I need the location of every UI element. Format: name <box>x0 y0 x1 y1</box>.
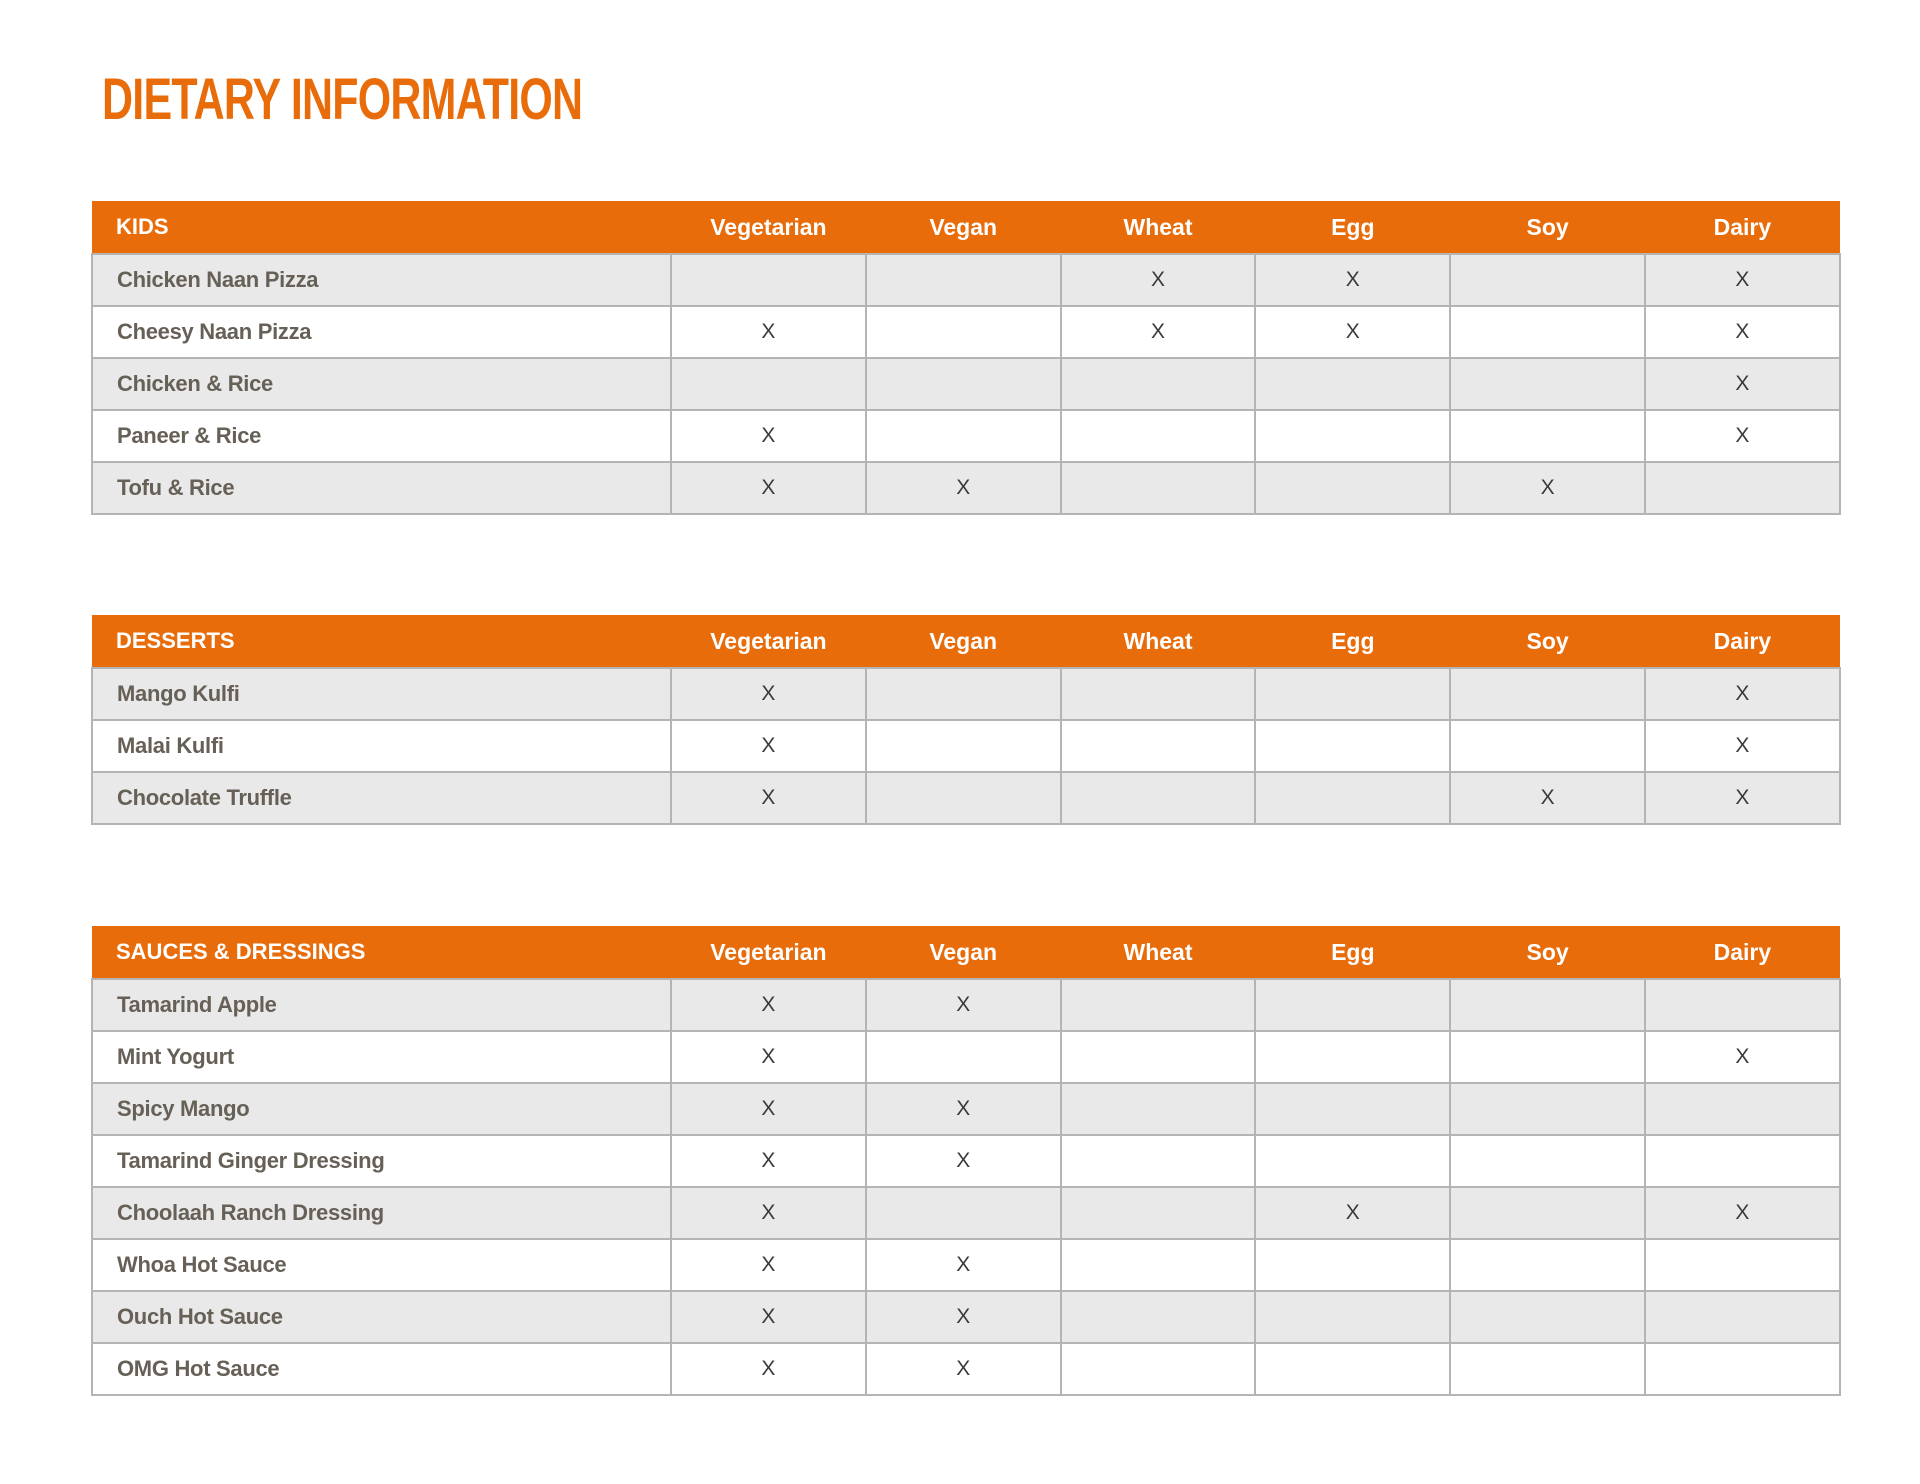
check-mark: X <box>1735 268 1750 291</box>
diet-flag-cell <box>1450 720 1645 772</box>
diet-flag-cell <box>866 1239 1061 1291</box>
diet-flag-cell <box>1061 410 1256 462</box>
table-row <box>92 1291 1840 1343</box>
diet-flag-cell <box>1645 772 1840 824</box>
diet-flag-cell <box>1645 410 1840 462</box>
column-header: Wheat <box>1123 938 1193 965</box>
diet-flag-cell <box>1255 979 1450 1031</box>
item-name: Spicy Mango <box>92 1083 671 1135</box>
diet-flag-cell <box>1645 358 1840 410</box>
diet-flag-cell <box>866 979 1061 1031</box>
diet-flag-cell <box>1645 720 1840 772</box>
diet-flag-cell <box>1645 306 1840 358</box>
diet-flag-cell <box>866 1187 1061 1239</box>
section-table <box>91 615 1841 825</box>
diet-flag-cell <box>1645 1187 1840 1239</box>
diet-flag-cell <box>1645 1083 1840 1135</box>
check-mark: X <box>956 1149 971 1172</box>
check-mark: X <box>956 1305 971 1328</box>
table-row <box>92 462 1840 514</box>
diet-flag-cell <box>866 462 1061 514</box>
diet-flag-cell <box>866 1291 1061 1343</box>
diet-flag-cell <box>1450 1187 1645 1239</box>
page-title: DIETARY INFORMATION <box>102 67 583 132</box>
diet-flag-cell <box>671 1187 866 1239</box>
check-mark: X <box>761 1045 776 1068</box>
table-row <box>92 668 1840 720</box>
item-name: Malai Kulfi <box>92 720 671 772</box>
header-row <box>92 201 1840 254</box>
diet-flag-cell <box>1255 306 1450 358</box>
check-mark: X <box>1735 682 1750 705</box>
check-mark: X <box>761 1097 776 1120</box>
item-name: Tofu & Rice <box>92 462 671 514</box>
diet-flag-cell <box>671 668 866 720</box>
column-header: Dairy <box>1713 938 1772 965</box>
diet-flag-cell <box>671 462 866 514</box>
diet-flag-cell <box>1061 772 1256 824</box>
item-name: Cheesy Naan Pizza <box>92 306 671 358</box>
item-name: OMG Hot Sauce <box>92 1343 671 1395</box>
check-mark: X <box>761 476 776 499</box>
check-mark: X <box>761 786 776 809</box>
check-mark: X <box>1540 476 1555 499</box>
diet-flag-cell <box>671 1031 866 1083</box>
section-table <box>91 201 1841 515</box>
check-mark: X <box>761 320 776 343</box>
check-mark: X <box>956 476 971 499</box>
check-mark: X <box>1735 734 1750 757</box>
diet-flag-cell <box>1645 668 1840 720</box>
diet-flag-cell <box>671 1343 866 1395</box>
section-heading: KIDS <box>116 214 169 239</box>
diet-flag-cell <box>1255 254 1450 306</box>
diet-flag-cell <box>1255 1343 1450 1395</box>
item-name: Paneer & Rice <box>92 410 671 462</box>
check-mark: X <box>1735 320 1750 343</box>
diet-flag-cell <box>1645 1135 1840 1187</box>
diet-flag-cell <box>671 358 866 410</box>
diet-flag-cell <box>1061 306 1256 358</box>
table-row <box>92 254 1840 306</box>
check-mark: X <box>1150 268 1165 291</box>
table-row <box>92 1187 1840 1239</box>
check-mark: X <box>1735 786 1750 809</box>
diet-flag-cell <box>866 720 1061 772</box>
column-header: Wheat <box>1123 213 1193 240</box>
table-row <box>92 979 1840 1031</box>
check-mark: X <box>1735 1045 1750 1068</box>
table-row <box>92 1343 1840 1395</box>
diet-flag-cell <box>671 1291 866 1343</box>
diet-flag-cell <box>866 1083 1061 1135</box>
column-header: Egg <box>1331 213 1375 240</box>
diet-flag-cell <box>1450 668 1645 720</box>
check-mark: X <box>761 734 776 757</box>
check-mark: X <box>1735 1201 1750 1224</box>
diet-flag-cell <box>671 1135 866 1187</box>
check-mark: X <box>956 1253 971 1276</box>
column-header: Vegetarian <box>710 213 827 240</box>
diet-flag-cell <box>1450 1031 1645 1083</box>
column-header: Soy <box>1526 938 1569 965</box>
diet-flag-cell <box>866 668 1061 720</box>
diet-flag-cell <box>1061 358 1256 410</box>
item-name: Choolaah Ranch Dressing <box>92 1187 671 1239</box>
diet-flag-cell <box>1255 1031 1450 1083</box>
table-row <box>92 1083 1840 1135</box>
diet-flag-cell <box>1450 358 1645 410</box>
diet-flag-cell <box>1061 254 1256 306</box>
diet-flag-cell <box>1061 1083 1256 1135</box>
check-mark: X <box>1735 372 1750 395</box>
diet-flag-cell <box>671 772 866 824</box>
diet-flag-cell <box>1645 254 1840 306</box>
table-row <box>92 1031 1840 1083</box>
check-mark: X <box>761 1201 776 1224</box>
diet-flag-cell <box>1450 254 1645 306</box>
check-mark: X <box>1345 268 1360 291</box>
section-heading: DESSERTS <box>116 628 235 653</box>
diet-flag-cell <box>1450 979 1645 1031</box>
section-table <box>91 926 1841 1396</box>
item-name: Mint Yogurt <box>92 1031 671 1083</box>
table-row <box>92 410 1840 462</box>
diet-flag-cell <box>1061 720 1256 772</box>
diet-flag-cell <box>1255 462 1450 514</box>
diet-flag-cell <box>671 410 866 462</box>
item-name: Mango Kulfi <box>92 668 671 720</box>
column-header: Vegan <box>929 213 998 240</box>
diet-flag-cell <box>1061 1291 1256 1343</box>
diet-flag-cell <box>1255 720 1450 772</box>
check-mark: X <box>761 993 776 1016</box>
diet-flag-cell <box>1645 1291 1840 1343</box>
table-row <box>92 772 1840 824</box>
column-header: Vegan <box>929 938 998 965</box>
header-row <box>92 615 1840 668</box>
diet-flag-cell <box>1645 462 1840 514</box>
check-mark: X <box>1150 320 1165 343</box>
diet-flag-cell <box>1450 1239 1645 1291</box>
diet-flag-cell <box>1645 1239 1840 1291</box>
diet-flag-cell <box>866 772 1061 824</box>
column-header: Wheat <box>1123 627 1193 654</box>
check-mark: X <box>761 1149 776 1172</box>
column-header: Soy <box>1526 627 1569 654</box>
diet-flag-cell <box>1450 410 1645 462</box>
column-header: Vegetarian <box>710 938 827 965</box>
table-row <box>92 358 1840 410</box>
diet-flag-cell <box>1061 1343 1256 1395</box>
item-name: Chocolate Truffle <box>92 772 671 824</box>
column-header: Egg <box>1331 627 1375 654</box>
item-name: Chicken & Rice <box>92 358 671 410</box>
diet-flag-cell <box>1255 410 1450 462</box>
check-mark: X <box>956 993 971 1016</box>
diet-flag-cell <box>1645 1343 1840 1395</box>
check-mark: X <box>761 1253 776 1276</box>
item-name: Tamarind Ginger Dressing <box>92 1135 671 1187</box>
diet-flag-cell <box>1450 462 1645 514</box>
diet-flag-cell <box>1061 462 1256 514</box>
diet-flag-cell <box>1255 668 1450 720</box>
diet-flag-cell <box>1061 1031 1256 1083</box>
column-header: Vegan <box>929 627 998 654</box>
diet-flag-cell <box>866 306 1061 358</box>
diet-flag-cell <box>671 1239 866 1291</box>
diet-flag-cell <box>1255 772 1450 824</box>
table-row <box>92 306 1840 358</box>
item-name: Whoa Hot Sauce <box>92 1239 671 1291</box>
check-mark: X <box>761 1357 776 1380</box>
table-row <box>92 1239 1840 1291</box>
diet-flag-cell <box>1061 1187 1256 1239</box>
diet-flag-cell <box>866 410 1061 462</box>
diet-flag-cell <box>866 254 1061 306</box>
diet-flag-cell <box>671 254 866 306</box>
diet-flag-cell <box>866 1135 1061 1187</box>
item-name: Ouch Hot Sauce <box>92 1291 671 1343</box>
diet-flag-cell <box>1645 1031 1840 1083</box>
check-mark: X <box>1345 1201 1360 1224</box>
column-header: Dairy <box>1713 213 1772 240</box>
column-header: Vegetarian <box>710 627 827 654</box>
diet-flag-cell <box>1061 668 1256 720</box>
column-header: Dairy <box>1713 627 1772 654</box>
column-header: Soy <box>1526 213 1569 240</box>
check-mark: X <box>1345 320 1360 343</box>
diet-flag-cell <box>1450 1083 1645 1135</box>
diet-flag-cell <box>671 979 866 1031</box>
item-name: Chicken Naan Pizza <box>92 254 671 306</box>
check-mark: X <box>956 1357 971 1380</box>
diet-flag-cell <box>1255 358 1450 410</box>
diet-flag-cell <box>671 306 866 358</box>
diet-flag-cell <box>1450 772 1645 824</box>
diet-flag-cell <box>671 1083 866 1135</box>
diet-flag-cell <box>1450 306 1645 358</box>
diet-flag-cell <box>866 1343 1061 1395</box>
diet-flag-cell <box>1450 1135 1645 1187</box>
diet-flag-cell <box>866 1031 1061 1083</box>
diet-flag-cell <box>1255 1291 1450 1343</box>
diet-flag-cell <box>1255 1239 1450 1291</box>
check-mark: X <box>761 424 776 447</box>
diet-flag-cell <box>1450 1343 1645 1395</box>
diet-flag-cell <box>1450 1291 1645 1343</box>
section-heading: SAUCES & DRESSINGS <box>116 939 366 964</box>
diet-flag-cell <box>671 720 866 772</box>
diet-flag-cell <box>1255 1135 1450 1187</box>
check-mark: X <box>761 1305 776 1328</box>
check-mark: X <box>956 1097 971 1120</box>
header-row <box>92 926 1840 979</box>
diet-flag-cell <box>1061 979 1256 1031</box>
check-mark: X <box>1735 424 1750 447</box>
check-mark: X <box>1540 786 1555 809</box>
table-row <box>92 720 1840 772</box>
column-header: Egg <box>1331 938 1375 965</box>
diet-flag-cell <box>866 358 1061 410</box>
diet-flag-cell <box>1255 1083 1450 1135</box>
diet-flag-cell <box>1061 1239 1256 1291</box>
diet-flag-cell <box>1061 1135 1256 1187</box>
check-mark: X <box>761 682 776 705</box>
diet-flag-cell <box>1255 1187 1450 1239</box>
diet-flag-cell <box>1645 979 1840 1031</box>
table-row <box>92 1135 1840 1187</box>
item-name: Tamarind Apple <box>92 979 671 1031</box>
